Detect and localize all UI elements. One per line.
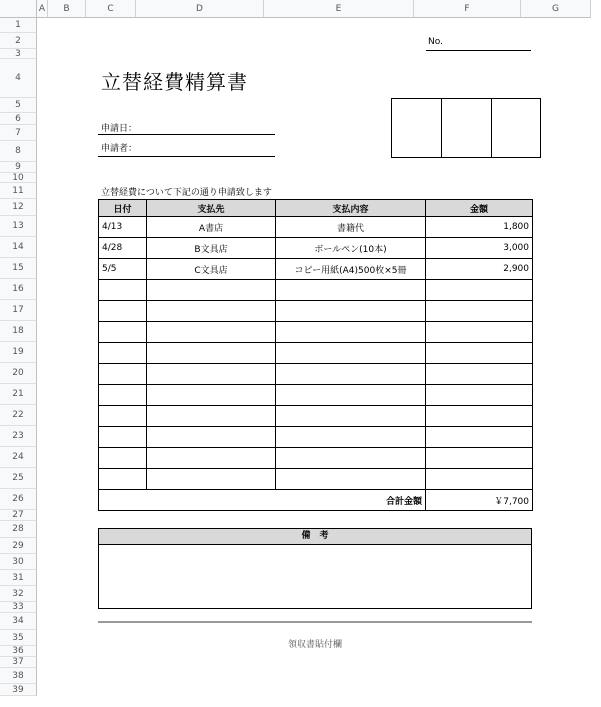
cell-description[interactable]: ボールペン(10本) [276, 238, 426, 259]
cell-description[interactable] [276, 301, 426, 322]
row-header-23[interactable]: 23 [0, 426, 37, 447]
approval-stamp-box-3[interactable] [491, 98, 541, 158]
cell-payee[interactable] [147, 322, 276, 343]
row-header-21[interactable]: 21 [0, 384, 37, 405]
column-header-F[interactable]: F [414, 0, 521, 18]
cell-payee[interactable]: A書店 [147, 217, 276, 238]
expense-table [98, 199, 533, 511]
row-header-10[interactable]: 10 [0, 173, 37, 183]
row-header-39[interactable]: 39 [0, 684, 37, 696]
row-header-2[interactable]: 2 [0, 33, 37, 49]
row-header-26[interactable]: 26 [0, 489, 37, 510]
table-row [99, 385, 533, 406]
header-date: 日付 [99, 200, 147, 217]
cell-amount[interactable]: 3,000 [426, 238, 533, 259]
row-header-6[interactable]: 6 [0, 113, 37, 125]
cell-description[interactable]: 書籍代 [276, 217, 426, 238]
cell-payee[interactable] [147, 343, 276, 364]
cell-date[interactable] [99, 343, 147, 364]
table-row [99, 217, 533, 238]
row-header-11[interactable]: 11 [0, 183, 37, 199]
cell-date[interactable] [99, 406, 147, 427]
notes-header [98, 528, 532, 545]
row-header-37[interactable]: 37 [0, 657, 37, 668]
document-title: 立替経費精算書 [101, 70, 248, 94]
table-row [99, 322, 533, 343]
row-header-32[interactable]: 32 [0, 586, 37, 602]
row-header-29[interactable]: 29 [0, 538, 37, 554]
total-value[interactable]: ￥7,700 [426, 490, 533, 511]
row-header-18[interactable]: 18 [0, 321, 37, 342]
cell-amount[interactable]: 1,800 [426, 217, 533, 238]
cell-date[interactable] [99, 385, 147, 406]
cell-description[interactable] [276, 364, 426, 385]
row-header-17[interactable]: 17 [0, 300, 37, 321]
row-header-34[interactable]: 34 [0, 613, 37, 630]
row-header-12[interactable]: 12 [0, 199, 37, 216]
row-header-4[interactable]: 4 [0, 59, 37, 98]
row-header-15[interactable]: 15 [0, 258, 37, 279]
cell-date[interactable] [99, 322, 147, 343]
table-row [99, 301, 533, 322]
apply-date-label: 申請日： [101, 124, 138, 134]
cell-description[interactable] [276, 343, 426, 364]
row-header-35[interactable]: 35 [0, 630, 37, 646]
table-row [99, 280, 533, 301]
row-header-38[interactable]: 38 [0, 668, 37, 684]
cell-date[interactable] [99, 469, 147, 490]
cell-date[interactable]: 4/28 [99, 238, 147, 259]
cell-payee[interactable] [147, 427, 276, 448]
cell-date[interactable]: 4/13 [99, 217, 147, 238]
row-header-9[interactable]: 9 [0, 162, 37, 173]
cell-amount[interactable] [426, 364, 533, 385]
cell-date[interactable] [99, 364, 147, 385]
notes-area[interactable] [98, 545, 532, 609]
cell-amount[interactable] [426, 385, 533, 406]
table-header-row [99, 200, 533, 217]
table-row [99, 448, 533, 469]
cell-payee[interactable]: B文具店 [147, 238, 276, 259]
intro-text: 立替経費について下記の通り申請致します [101, 188, 272, 198]
cell-amount[interactable] [426, 448, 533, 469]
cell-description[interactable] [276, 406, 426, 427]
table-row [99, 427, 533, 448]
cell-description[interactable] [276, 385, 426, 406]
cell-amount[interactable] [426, 322, 533, 343]
cell-date[interactable] [99, 448, 147, 469]
cell-amount[interactable] [426, 343, 533, 364]
row-header-30[interactable]: 30 [0, 554, 37, 570]
total-label: 合計金額 [99, 490, 426, 511]
table-row [99, 238, 533, 259]
row-header-31[interactable]: 31 [0, 570, 37, 586]
row-header-28[interactable]: 28 [0, 521, 37, 538]
cell-description[interactable] [276, 469, 426, 490]
total-row [99, 490, 533, 511]
receipt-paste-label: 領収書貼付欄 [287, 640, 342, 650]
cell-date[interactable]: 5/5 [99, 259, 147, 280]
select-all-corner[interactable] [0, 0, 37, 18]
row-header-20[interactable]: 20 [0, 363, 37, 384]
document-number-field[interactable] [426, 34, 531, 51]
apply-date-field[interactable] [98, 120, 275, 135]
column-header-E[interactable]: E [264, 0, 414, 18]
row-header-14[interactable]: 14 [0, 237, 37, 258]
row-header-36[interactable]: 36 [0, 646, 37, 657]
column-header-D[interactable]: D [136, 0, 264, 18]
table-row [99, 469, 533, 490]
cell-payee[interactable] [147, 469, 276, 490]
table-row [99, 259, 533, 280]
column-header-C[interactable]: C [86, 0, 136, 18]
cell-payee[interactable] [147, 406, 276, 427]
cell-description[interactable] [276, 448, 426, 469]
row-header-8[interactable]: 8 [0, 141, 37, 162]
table-row [99, 364, 533, 385]
cell-description[interactable] [276, 427, 426, 448]
cell-amount[interactable] [426, 406, 533, 427]
row-header-22[interactable]: 22 [0, 405, 37, 426]
applicant-field[interactable] [98, 140, 275, 157]
receipt-divider [98, 621, 532, 623]
approval-stamp-box-2[interactable] [441, 98, 492, 158]
notes-label: 備 考 [301, 531, 329, 541]
column-header-A[interactable]: A [37, 0, 48, 18]
table-row [99, 406, 533, 427]
cell-payee[interactable] [147, 301, 276, 322]
cell-description[interactable]: コピー用紙(A4)500枚×5冊 [276, 259, 426, 280]
cell-payee[interactable] [147, 448, 276, 469]
row-header-19[interactable]: 19 [0, 342, 37, 363]
cell-payee[interactable]: C文具店 [147, 259, 276, 280]
cell-amount[interactable] [426, 301, 533, 322]
cell-amount[interactable] [426, 280, 533, 301]
row-header-33[interactable]: 33 [0, 602, 37, 613]
document-number-label: No. [428, 37, 443, 47]
row-header-13[interactable]: 13 [0, 216, 37, 237]
row-header-7[interactable]: 7 [0, 125, 37, 141]
row-header-3[interactable]: 3 [0, 49, 37, 59]
table-row [99, 343, 533, 364]
column-header-G[interactable]: G [521, 0, 591, 18]
column-header-B[interactable]: B [48, 0, 86, 18]
row-header-27[interactable]: 27 [0, 510, 37, 521]
cell-payee[interactable] [147, 364, 276, 385]
cell-date[interactable] [99, 427, 147, 448]
header-description: 支払内容 [276, 200, 426, 217]
cell-amount[interactable] [426, 427, 533, 448]
cell-date[interactable] [99, 301, 147, 322]
header-payee: 支払先 [147, 200, 276, 217]
cell-amount[interactable] [426, 469, 533, 490]
row-header-1[interactable]: 1 [0, 18, 37, 33]
applicant-label: 申請者： [101, 144, 138, 154]
header-amount: 金額 [426, 200, 533, 217]
row-header-25[interactable]: 25 [0, 468, 37, 489]
cell-payee[interactable] [147, 385, 276, 406]
cell-description[interactable] [276, 322, 426, 343]
cell-description[interactable] [276, 280, 426, 301]
approval-stamp-box-1[interactable] [391, 98, 442, 158]
row-header-5[interactable]: 5 [0, 98, 37, 113]
cell-amount[interactable]: 2,900 [426, 259, 533, 280]
cell-payee[interactable] [147, 280, 276, 301]
row-header-16[interactable]: 16 [0, 279, 37, 300]
row-header-24[interactable]: 24 [0, 447, 37, 468]
cell-date[interactable] [99, 280, 147, 301]
